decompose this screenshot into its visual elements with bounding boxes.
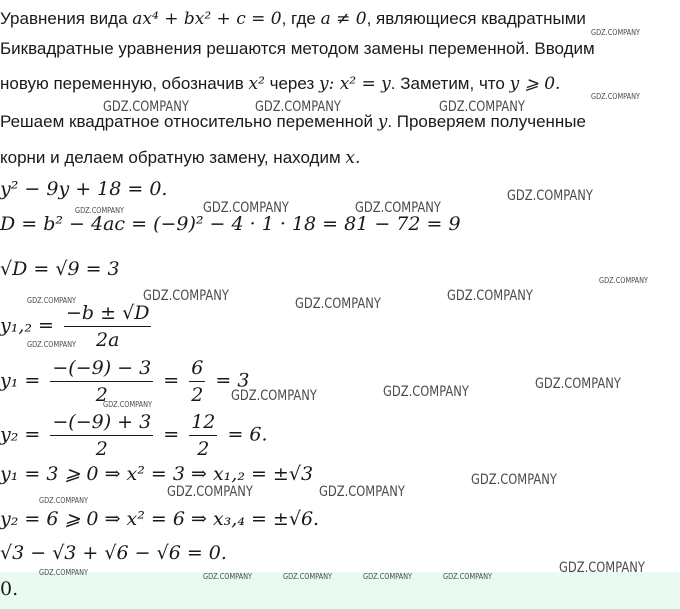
watermark: GDZ.COMPANY [383, 384, 469, 400]
watermark: GDZ.COMPANY [319, 484, 405, 500]
watermark: GDZ.COMPANY [599, 276, 649, 285]
watermark: GDZ.COMPANY [355, 200, 441, 216]
watermark: GDZ.COMPANY [75, 206, 125, 215]
y1-fraction-2: $\frac{6}{2}$ [191, 357, 204, 406]
answer-band [0, 572, 680, 609]
equation-root-y1: y₁ = $\frac{-(-9) - 3}{2}$ = $\frac{6}{2}$ = 3 [0, 357, 250, 406]
watermark: GDZ.COMPANY [443, 572, 493, 581]
watermark: GDZ.COMPANY [439, 99, 525, 115]
text-line-3: новую переменную, обозначив x² через y: x² = y. Заметим, что y ⩾ 0. [0, 74, 561, 94]
answer-value: 0. [0, 578, 19, 600]
equation-back-sub-1: y₁ = 3 ⩾ 0 ⇒ x² = 3 ⇒ x₁,₂ = ±√3 [0, 463, 314, 485]
watermark: GDZ.COMPANY [27, 340, 77, 349]
watermark: GDZ.COMPANY [363, 572, 413, 581]
watermark: GDZ.COMPANY [591, 92, 641, 101]
y2-fraction-2: $\frac{12}{2}$ [191, 411, 216, 460]
text-line-1: Уравнения вида ax⁴ + bx² + c = 0, где a ≠ 0, являющиеся квадратными [0, 9, 586, 29]
roots-fraction: $\frac{-b \pm √D}{2a}$ [66, 302, 150, 351]
equation-discriminant: D = b² − 4ac = (−9)² − 4 · 1 · 18 = 81 − 72 = 9 [0, 213, 461, 235]
watermark: GDZ.COMPANY [103, 400, 153, 409]
watermark: GDZ.COMPANY [591, 28, 641, 37]
watermark: GDZ.COMPANY [203, 200, 289, 216]
equation-back-sub-2: y₂ = 6 ⩾ 0 ⇒ x² = 6 ⇒ x₃,₄ = ±√6. [0, 508, 320, 530]
watermark: GDZ.COMPANY [535, 376, 621, 392]
watermark: GDZ.COMPANY [167, 484, 253, 500]
equation-sqrt-discriminant: √D = √9 = 3 [0, 258, 120, 280]
text-line-4: Решаем квадратное относительно переменной y. Проверяем полученные [0, 112, 586, 132]
watermark: GDZ.COMPANY [295, 296, 381, 312]
watermark: GDZ.COMPANY [143, 288, 229, 304]
watermark: GDZ.COMPANY [231, 388, 317, 404]
equation-quadratic: y² − 9y + 18 = 0. [0, 178, 168, 200]
watermark: GDZ.COMPANY [203, 572, 253, 581]
watermark: GDZ.COMPANY [507, 188, 593, 204]
equation-roots-formula: y₁,₂ = $\frac{-b \pm √D}{2a}$ [0, 302, 150, 351]
y2-fraction-1: $\frac{-(-9) + 3}{2}$ [52, 411, 152, 460]
watermark: GDZ.COMPANY [559, 560, 645, 576]
watermark: GDZ.COMPANY [103, 99, 189, 115]
watermark: GDZ.COMPANY [255, 99, 341, 115]
watermark: GDZ.COMPANY [39, 568, 89, 577]
watermark: GDZ.COMPANY [471, 472, 557, 488]
equation-root-y2: y₂ = $\frac{-(-9) + 3}{2}$ = $\frac{12}{2}$ = 6. [0, 411, 268, 460]
watermark: GDZ.COMPANY [39, 496, 89, 505]
watermark: GDZ.COMPANY [27, 296, 77, 305]
watermark: GDZ.COMPANY [283, 572, 333, 581]
text-line-5: корни и делаем обратную замену, находим x. [0, 148, 361, 168]
watermark: GDZ.COMPANY [447, 288, 533, 304]
equation-sum-roots: √3 − √3 + √6 − √6 = 0. [0, 542, 227, 564]
text-line-2: Биквадратные уравнения решаются методом замены переменной. Вводим [0, 39, 595, 58]
y1-fraction-1: $\frac{-(-9) - 3}{2}$ [52, 357, 152, 406]
